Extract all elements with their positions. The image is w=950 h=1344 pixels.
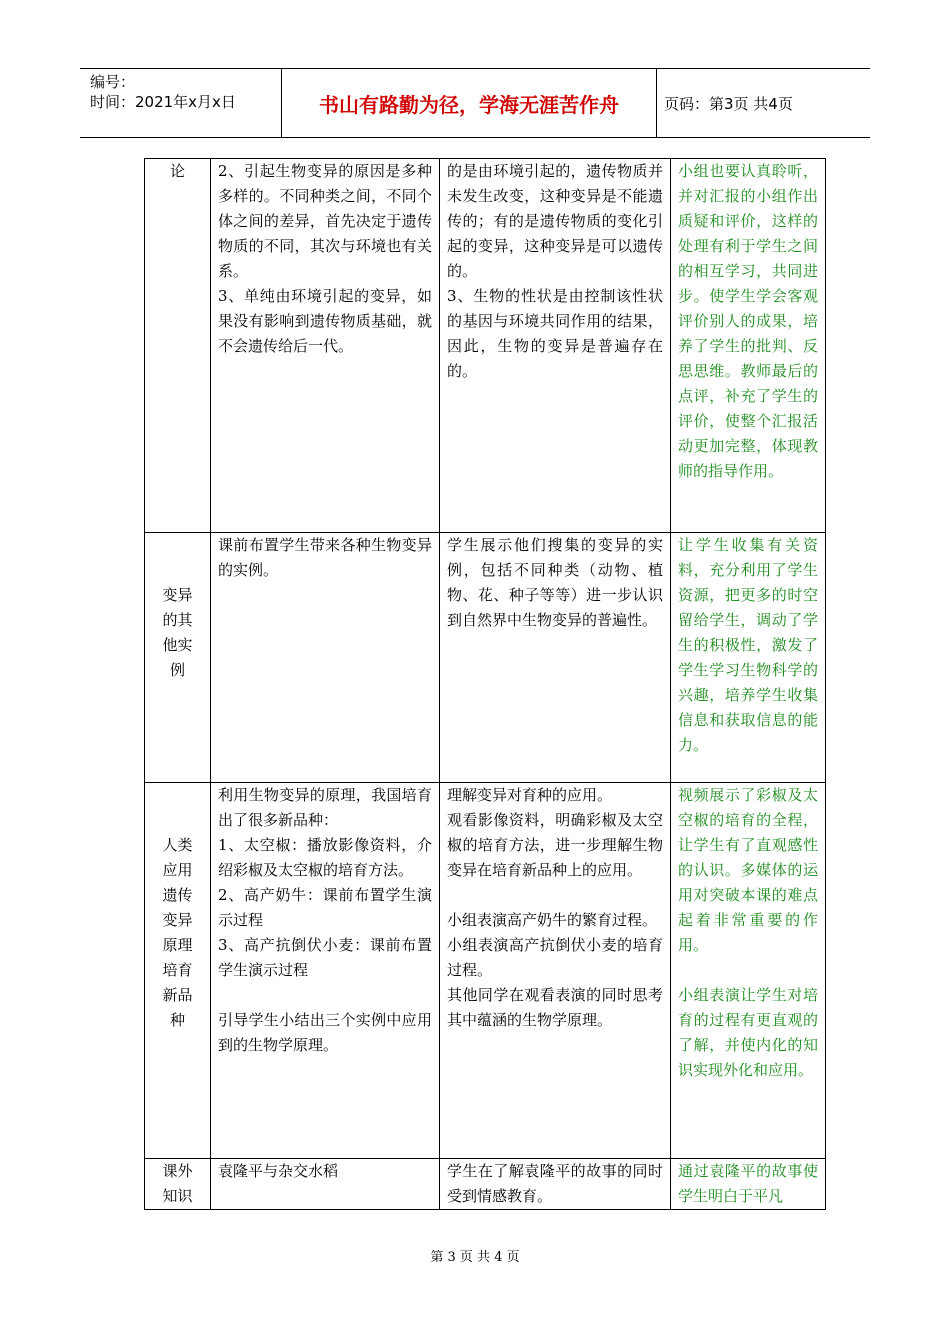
cell-paragraph: 让学生收集有关资料，充分利用了学生资源，把更多的时空留给学生，调动了学生的积极性，激发了学生学习生物科学的兴趣，培养学生收集信息和获取信息的能力。 bbox=[678, 536, 818, 754]
header-page-info: 页码：第3页 共4页 bbox=[664, 94, 793, 113]
student-cell bbox=[440, 783, 671, 1159]
cell-paragraph: 2、高产奶牛：课前布置学生演示过程 bbox=[218, 886, 432, 929]
cell-paragraph: 1、太空椒：播放影像资料，介绍彩椒及太空椒的培育方法。 bbox=[218, 836, 432, 879]
student-cell bbox=[440, 159, 671, 533]
teacher-cell bbox=[211, 533, 440, 783]
header-motto: 书山有路勤为径，学海无涯苦作舟 bbox=[282, 69, 657, 137]
cell-paragraph: 小组也要认真聆听，并对汇报的小组作出质疑和评价，这样的处理有利于学生之间的相互学习，共同进步。使学生学会客观评价别人的成果，培养了学生的批判、反思思维。教师最后的点评，补充了学生的评价，使整个汇报活动更加完整，体现教师的指导作用。 bbox=[678, 162, 818, 480]
teacher-cell bbox=[211, 1159, 440, 1210]
topic-cell bbox=[145, 533, 211, 783]
cell-paragraph: 视频展示了彩椒及太空椒的培育的全程，让学生有了直观感性的认识。多媒体的运用对突破本课的难点起着非常重要的作用。 bbox=[678, 786, 818, 954]
cell-paragraph: 小组表演高产奶牛的繁育过程。 bbox=[447, 911, 658, 929]
teacher-cell bbox=[211, 159, 440, 533]
cell-paragraph: 3、单纯由环境引起的变异，如果没有影响到遗传物质基础，就不会遗传给后一代。 bbox=[218, 287, 432, 355]
time-label: 时间：2021年x月x日 bbox=[90, 93, 236, 111]
serial-label: 编号： bbox=[90, 73, 136, 91]
cell-paragraph: 3、高产抗倒伏小麦：课前布置学生演示过程 bbox=[218, 936, 432, 979]
cell-paragraph: 小组表演让学生对培育的过程有更直观的了解，并使内化的知识实现外化和应用。 bbox=[678, 986, 818, 1079]
cell-paragraph: 小组表演高产抗倒伏小麦的培育过程。 bbox=[447, 936, 663, 979]
paragraph-gap bbox=[678, 958, 818, 983]
cell-paragraph: 其他同学在观看表演的同时思考其中蕴涵的生物学原理。 bbox=[447, 986, 663, 1029]
cell-paragraph: 袁隆平与杂交水稻 bbox=[218, 1162, 339, 1180]
paragraph-gap bbox=[218, 983, 432, 1008]
cell-paragraph: 2、引起生物变异的原因是多种多样的。不同种类之间，不同个体之间的差异，首先决定于遗传物质的不同，其次与环境也有关系。 bbox=[218, 162, 432, 280]
topic-text: 变异的其他实例 bbox=[162, 586, 193, 679]
lesson-table bbox=[144, 158, 826, 1210]
design-intent-cell bbox=[671, 783, 826, 1159]
page-footer: 第 3 页 共 4 页 bbox=[430, 1250, 520, 1265]
table-row bbox=[145, 1159, 826, 1210]
topic-text: 论 bbox=[169, 162, 185, 180]
cell-paragraph: 利用生物变异的原理，我国培育出了很多新品种： bbox=[218, 786, 432, 829]
teacher-cell bbox=[211, 783, 440, 1159]
table-row bbox=[145, 783, 826, 1159]
table-row bbox=[145, 533, 826, 783]
cell-paragraph: 引导学生小结出三个实例中应用到的生物学原理。 bbox=[218, 1011, 432, 1054]
cell-paragraph: 学生在了解袁隆平的故事的同时受到情感教育。 bbox=[447, 1162, 663, 1205]
table-row bbox=[145, 159, 826, 533]
cell-paragraph: 学生展示他们搜集的变异的实例，包括不同种类（动物、植物、花、种子等等）进一步认识到自然界中生物变异的普遍性。 bbox=[447, 536, 663, 629]
topic-cell bbox=[145, 159, 211, 533]
design-intent-cell bbox=[671, 533, 826, 783]
student-cell bbox=[440, 1159, 671, 1210]
topic-cell bbox=[145, 1159, 211, 1210]
topic-cell bbox=[145, 783, 211, 1159]
paragraph-gap bbox=[447, 883, 663, 908]
cell-paragraph: 课前布置学生带来各种生物变异的实例。 bbox=[218, 536, 432, 579]
cell-paragraph: 理解变异对育种的应用。 bbox=[447, 786, 613, 804]
student-cell bbox=[440, 533, 671, 783]
design-intent-cell bbox=[671, 159, 826, 533]
cell-paragraph: 观看影像资料，明确彩椒及太空椒的培育方法，进一步理解生物变异在培育新品种上的应用。 bbox=[447, 811, 663, 879]
cell-paragraph: 3、生物的性状是由控制该性状的基因与环境共同作用的结果，因此，生物的变异是普遍存在的。 bbox=[447, 287, 663, 380]
topic-text: 课外知识 bbox=[162, 1162, 193, 1205]
page-header bbox=[80, 68, 870, 138]
cell-paragraph: 的是由环境引起的，遗传物质并未发生改变，这种变异是不能遗传的；有的是遗传物质的变化引起的变异，这种变异是可以遗传的。 bbox=[447, 162, 663, 280]
topic-text: 人类应用遗传变异原理培育新品种 bbox=[162, 836, 193, 1029]
header-meta bbox=[80, 69, 282, 137]
cell-paragraph: 通过袁隆平的故事使学生明白于平凡 bbox=[678, 1162, 818, 1205]
design-intent-cell bbox=[671, 1159, 826, 1210]
